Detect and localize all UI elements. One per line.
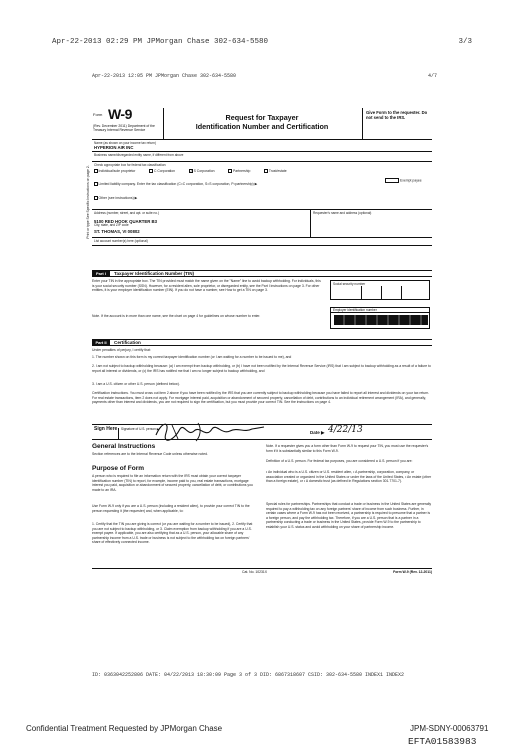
- checkbox-checked-icon[interactable]: ✓: [190, 169, 193, 174]
- business-name-label: Business name/disregarded entity name, if different from above: [94, 152, 184, 157]
- ein-redacted-block: [334, 315, 428, 325]
- signature-row: [92, 424, 432, 440]
- signature-of-label: Signature of U.S. person ▶: [118, 428, 159, 440]
- ssn-seg-divider: [401, 286, 402, 300]
- general-instructions-title: General Instructions: [92, 443, 156, 450]
- form-bottom-line: [92, 568, 432, 574]
- fax-header-top: [52, 38, 472, 46]
- part1-note: Note. If the account is in more than one name, see the chart on page 4 for guidelines on whose number to enter.: [92, 314, 261, 318]
- checkbox-icon[interactable]: [94, 196, 98, 200]
- part2-label: Part II: [92, 340, 110, 346]
- classification-trust[interactable]: Trust/estate: [264, 169, 286, 174]
- purpose-title: Purpose of Form: [92, 465, 145, 472]
- form-label: Form: [93, 112, 103, 117]
- business-name-row: [92, 152, 432, 162]
- checkbox-icon[interactable]: [94, 182, 98, 186]
- other-line[interactable]: Other (see instructions) ▶: [94, 196, 374, 201]
- part1-text: Enter your TIN in the appropriate box. The TIN provided must match the name given on the "Name" line to avoid backup withholding. For individuals, this is your social security number (SSN). However, for a resident alien, sole proprietor, or disregarded entity, see the Part I instructions on page 3. For other entities, it is your employer identification number (EIN). If you do not have a number, see How to get a TIN on page 3.: [92, 279, 321, 293]
- name-label: Name (as shown on your income tax return): [94, 140, 157, 145]
- address-label: Address (number, street, and apt. or suite no.): [94, 210, 160, 215]
- us-person-definition: Definition of a U.S. person. For federal tax purposes, you are considered a U.S. person if you are:: [266, 459, 413, 463]
- llc-line[interactable]: Limited liability company. Enter the tax classification (C=C corporation, S=S corporation, P=partnership) ▶: [94, 182, 374, 187]
- date-label: Date ▶: [310, 430, 325, 435]
- part1-title: Taxpayer Identification Number (TIN): [114, 271, 195, 276]
- partnership-rules: Special rules for partnerships. Partnerships that conduct a trade or business in the United States are generally required to pay a withholding tax on any foreign partners' share of income from such business. Further, in certain cases where a Form W-9 has not been received, a partnership is required to presume that a partner is a foreign person, and pay the withholding tax. Therefore, if you are a U.S. person that is a partner in a partnership conducting a trade or business in the United States, provide Form W-9 to the partnership to establish your U.S. status and avoid withholding on your share of partnership income.: [266, 502, 432, 529]
- general-instructions-text: Section references are to the Internal Revenue Code unless otherwise noted.: [92, 452, 208, 456]
- form-number: W-9: [108, 106, 132, 122]
- part1-bar: [92, 270, 432, 277]
- fax-header-second-page: 4/7: [427, 73, 437, 79]
- exempt-payee[interactable]: Exempt payee: [385, 178, 422, 183]
- checkbox-icon[interactable]: [385, 178, 399, 183]
- classification-row: [92, 162, 432, 210]
- account-row: [92, 238, 432, 246]
- ssn-seg-divider: [381, 286, 382, 300]
- address-value: 5100 RED HOOK QUARTER B3: [94, 219, 158, 224]
- form-title-line2: Identification Number and Certification: [195, 122, 329, 131]
- purpose-text: A person who is required to file an information return with the IRS must obtain your correct taxpayer identification number (TIN) to report, for example, income paid to you, real estate transactions, mortgage interest you paid, acquisition or abandonment of secured property, cancellation of debt, or contributions you made to an IRA.: [92, 474, 253, 492]
- city-label: City, state, and ZIP code: [94, 223, 129, 227]
- fax-metadata-line: ID: 0363042252806 DATE: 04/22/2013 18:30:09 Page 3 of 3 DID: 6867318607 CSID: 302-634-5580 INDEX1 INDEX2: [92, 672, 405, 678]
- ein-label: Employer identification number: [331, 308, 429, 313]
- account-label: List account number(s) here (optional): [94, 238, 148, 243]
- us-person-list: • An individual who is a U.S. citizen or U.S. resident alien, • A partnership, corporation, company, or association created or organized in the United States or under the laws of the United States, • An estate (other than a foreign estate), or • A domestic trust (as defined in Regulations section 301.7701-7).: [266, 470, 432, 484]
- ssn-box[interactable]: [330, 280, 430, 300]
- city-value: ST. THOMAS, VI 00802: [94, 229, 140, 234]
- sign-here-label: Sign Here: [94, 426, 118, 432]
- give-form-note: Give Form to the requester. Do not send to the IRS.: [362, 108, 432, 140]
- side-instructions: [84, 142, 92, 262]
- form-revision: (Rev. December 2011) Department of the Treasury Internal Revenue Service: [93, 124, 155, 133]
- cert-item-1: 1. The number shown on this form is my correct taxpayer identification number (or I am waiting for a number to be issued to me), and: [92, 355, 292, 359]
- purpose-text-2: Use Form W-9 only if you are a U.S. person (including a resident alien), to provide your correct TIN to the person requesting it (the requester) and, when applicable, to:: [92, 504, 250, 513]
- ein-box[interactable]: [330, 307, 430, 329]
- name-row: [92, 140, 432, 152]
- side-instructions-label: Print or type See Specific Instructions on page 2.: [85, 165, 90, 239]
- address-row: [92, 210, 432, 238]
- efta-number: EFTA01583983: [408, 736, 477, 747]
- fax-header-second-left: Apr-22-2013 12:05 PM JPMorgan Chase 302-634-5580: [92, 73, 237, 79]
- cat-number: Cat. No. 10231X: [242, 570, 268, 574]
- fax-header-top-left: Apr-22-2013 02:29 PM JPMorgan Chase 302-634-5580: [52, 38, 269, 46]
- part2-title: Certification: [114, 340, 141, 345]
- w9-form: [85, 106, 432, 578]
- part2-bar: [92, 339, 432, 346]
- cert-intro: Under penalties of perjury, I certify that:: [92, 348, 151, 352]
- classification-c-corp[interactable]: C Corporation: [149, 169, 175, 174]
- checkbox-icon[interactable]: [149, 169, 153, 173]
- form-title-line1: Request for Taxpayer: [225, 113, 299, 122]
- confidential-notice: Confidential Treatment Requested by JPMorgan Chase: [26, 724, 223, 733]
- form-header: [92, 108, 432, 140]
- ssn-label: Social security number: [333, 281, 366, 286]
- fax-header-top-page: 3/3: [458, 38, 472, 46]
- cert-item-3: 3. I am a U.S. citizen or other U.S. person (defined below).: [92, 382, 180, 386]
- part1-label: Part I: [92, 271, 110, 277]
- classification-label: Check appropriate box for federal tax classification:: [94, 162, 167, 167]
- classification-s-corp[interactable]: ✓S Corporation: [190, 169, 215, 174]
- name-value: HYPERION AIR INC: [94, 145, 134, 150]
- handwritten-signature-icon: [152, 419, 272, 443]
- requester-box: [310, 210, 432, 238]
- cert-item-2: 2. I am not subject to backup withholding because: (a) I am exempt from backup withholding, or (b) I have not been notified by the Internal Revenue Service (IRS) that I am subject to backup withholding as a result of a failure to report all interest or dividends, or (c) the IRS has notified me that I am no longer subject to backup withholding, and: [92, 364, 431, 373]
- purpose-list: 1. Certify that the TIN you are giving is correct (or you are waiting for a number to be issued), 2. Certify that you are not subject to backup withholding, or 3. Claim exemption from backup withholding if you are a U.S. exempt payee. If applicable, you are also certifying that as a U.S. person, your allocable share of any partnership income from a U.S. trade or business is not subject to the withholding tax on foreign partners' share of effectively connected income.: [92, 522, 253, 545]
- classification-partnership[interactable]: Partnership: [228, 169, 250, 174]
- requester-label: Requester's name and address (optional): [313, 210, 372, 215]
- checkbox-icon[interactable]: [228, 169, 232, 173]
- right-note: Note. If a requester gives you a form other than Form W-9 to request your TIN, you must use the requester's form if it is substantially similar to this Form W-9.: [266, 444, 429, 453]
- checkbox-icon[interactable]: [264, 169, 268, 173]
- form-footer: Form W-9 (Rev. 12-2011): [393, 570, 432, 574]
- date-value: 4/22/13: [328, 425, 363, 435]
- bates-number: JPM-SDNY-00063791: [410, 724, 489, 733]
- fax-header-second: [92, 73, 437, 79]
- classification-individual[interactable]: Individual/sole proprietor: [94, 169, 135, 174]
- form-title: [172, 113, 352, 131]
- checkbox-icon[interactable]: [94, 169, 98, 173]
- classification-options: [94, 169, 384, 174]
- cert-instructions: Certification instructions. You must cross out item 2 above if you have been notified by the IRS that you are currently subject to backup withholding because you have failed to report all interest and dividends on your tax return. For real estate transactions, item 2 does not apply. For mortgage interest paid, acquisition or abandonment of secured property, cancellation of debt, contributions to an individual retirement arrangement (IRA), and generally, payments other than interest and dividends, you are not required to sign the certification, but you must provide your correct TIN. See the instructions on page 4.: [92, 391, 430, 405]
- ssn-seg-divider: [361, 286, 362, 300]
- form-id-box: [92, 108, 164, 140]
